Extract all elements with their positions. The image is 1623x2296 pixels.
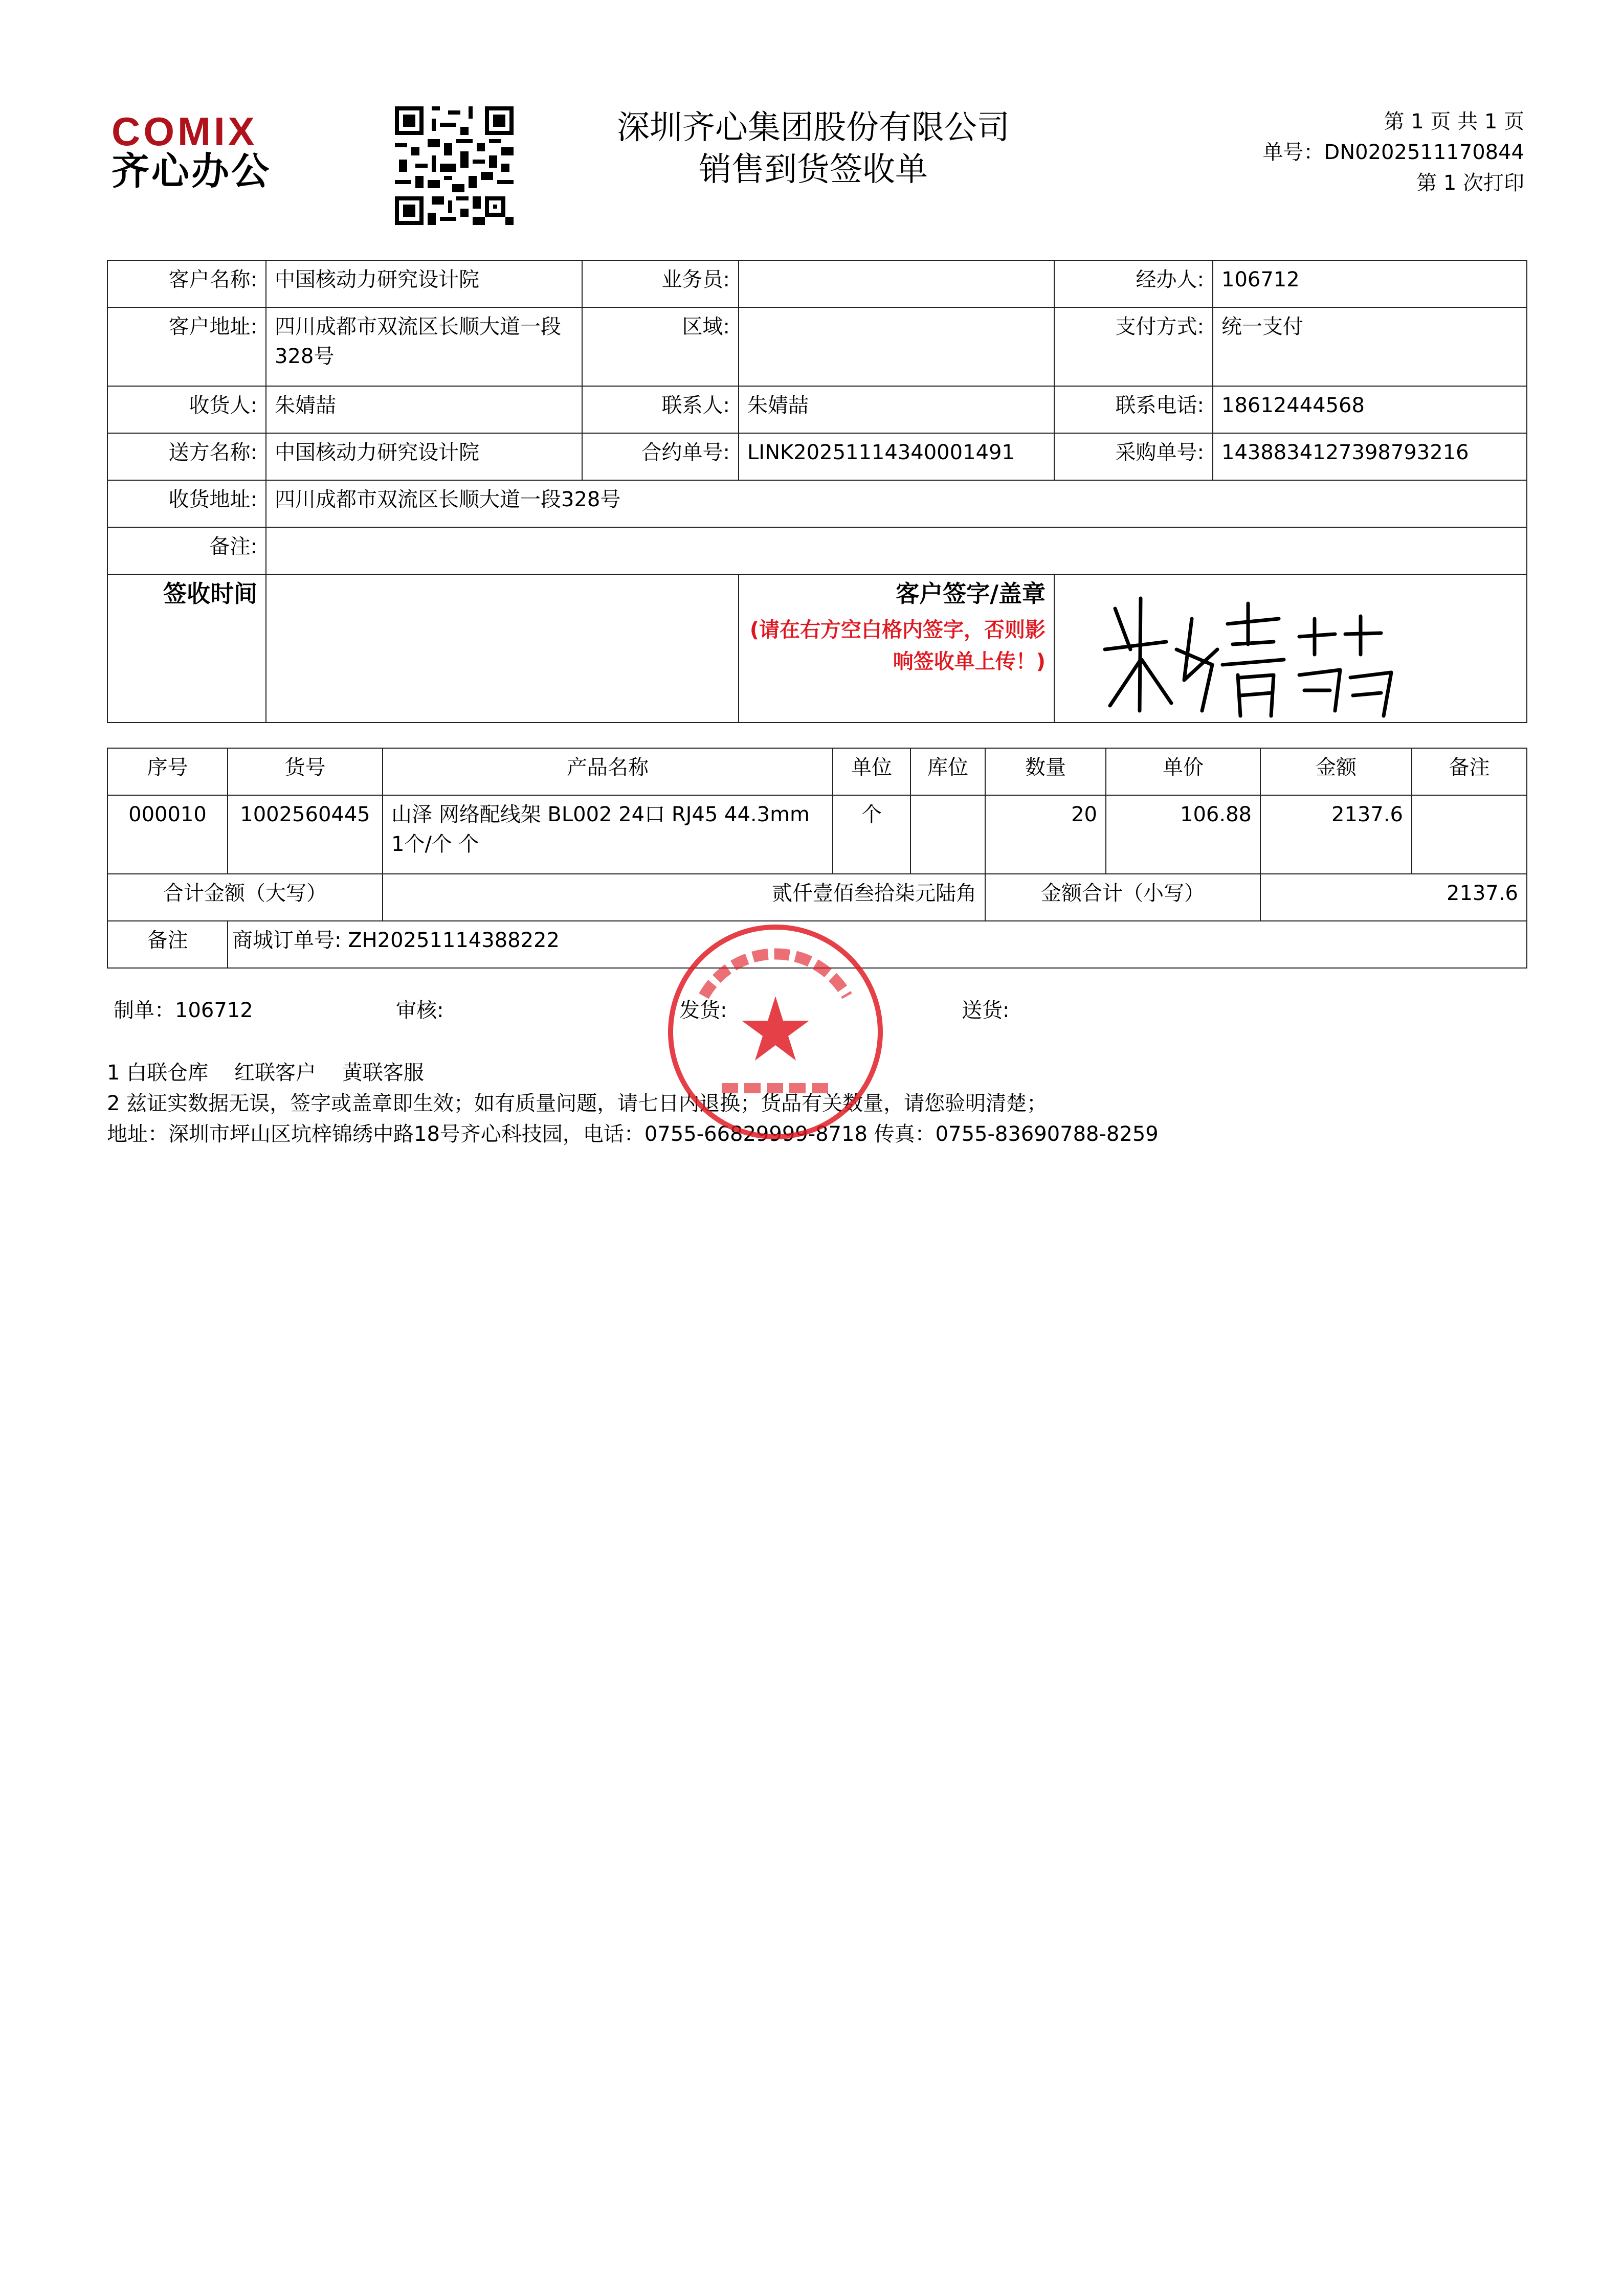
confirmation-note: 2 兹证实数据无误，签字或盖章即生效；如有质量问题，请七日内退换；货品有关数量，请您验明清楚； — [107, 1092, 1048, 1115]
ship-name-label: 送方名称: — [107, 433, 266, 480]
row-amount: 2137.6 — [1260, 795, 1412, 874]
col-header-location: 库位 — [910, 748, 985, 795]
print-count: 第 1 次打印 — [1416, 171, 1524, 195]
signature — [1095, 588, 1402, 726]
salesman — [739, 260, 1054, 307]
handler-label: 经办人: — [1054, 260, 1213, 307]
region-label: 区域: — [582, 307, 739, 386]
col-header-amount: 金额 — [1260, 748, 1412, 795]
col-header-quantity: 数量 — [985, 748, 1106, 795]
ship-label: 发货: — [679, 999, 727, 1022]
copies-note: 1 白联仓库 红联客户 黄联客服 — [107, 1061, 424, 1085]
contact: 朱婧喆 — [739, 386, 1054, 433]
row-location — [910, 795, 985, 874]
row-item-no: 1002560445 — [228, 795, 383, 874]
contract-number: LINK20251114340001491 — [739, 433, 1054, 480]
delivery-address: 四川成都市双流区长顺大道一段328号 — [266, 480, 1527, 527]
purchase-label: 采购单号: — [1054, 433, 1213, 480]
customer-address: 四川成都市双流区长顺大道一段328号 — [266, 307, 582, 386]
payment-method: 统一支付 — [1213, 307, 1527, 386]
document-number: 单号：DN0202511170844 — [1262, 141, 1524, 164]
remark-label: 备注: — [107, 527, 266, 574]
customer-name-label: 客户名称: — [107, 260, 266, 307]
customer-sign-label: 客户签字/盖章 — [896, 580, 1046, 607]
sign-time[interactable] — [266, 574, 739, 723]
phone: 18612444568 — [1213, 386, 1527, 433]
receiver-label: 收货人: — [107, 386, 266, 433]
region — [739, 307, 1054, 386]
salesman-label: 业务员: — [582, 260, 739, 307]
row-seq: 000010 — [107, 795, 228, 874]
total-num-label: 金额合计（小写） — [985, 874, 1260, 921]
review-label: 审核: — [396, 999, 444, 1022]
deliver-label: 送货: — [962, 999, 1010, 1022]
total-cn-label: 合计金额（大写） — [107, 874, 383, 921]
delivery-address-label: 收货地址: — [107, 480, 266, 527]
total-cn: 贰仟壹佰叁拾柒元陆角 — [383, 874, 985, 921]
customer-name: 中国核动力研究设计院 — [266, 260, 582, 307]
ship-name: 中国核动力研究设计院 — [266, 433, 582, 480]
col-header-unit-price: 单价 — [1106, 748, 1260, 795]
row-unit-price: 106.88 — [1106, 795, 1260, 874]
sign-time-label: 签收时间 — [107, 574, 266, 723]
col-header-remark: 备注 — [1412, 748, 1527, 795]
row-quantity: 20 — [985, 795, 1106, 874]
sign-instruction: (请在右方空白格内签字，否则影响签收单上传！) — [749, 618, 1046, 673]
company-name: 深圳齐心集团股份有限公司 — [617, 109, 1010, 147]
purchase-number: 1438834127398793216 — [1213, 433, 1527, 480]
row-remark — [1412, 795, 1527, 874]
customer-address-label: 客户地址: — [107, 307, 266, 386]
col-header-item-no: 货号 — [228, 748, 383, 795]
mall-order-number: 商城订单号: ZH20251114388222 — [228, 921, 1527, 968]
remark — [266, 527, 1527, 574]
qr-code — [395, 106, 514, 225]
receiver: 朱婧喆 — [266, 386, 582, 433]
col-header-unit: 单位 — [833, 748, 910, 795]
maker: 制单：106712 — [114, 999, 253, 1022]
col-header-seq: 序号 — [107, 748, 228, 795]
company-address: 地址：深圳市坪山区坑梓锦绣中路18号齐心科技园，电话：0755-66829999-8718 传真：0755-83690788-8259 — [107, 1122, 1159, 1146]
payment-label: 支付方式: — [1054, 307, 1213, 386]
contract-label: 合约单号: — [582, 433, 739, 480]
brand-chinese-name: 齐心办公 — [112, 149, 271, 193]
page-count: 第 1 页 共 1 页 — [1384, 110, 1524, 133]
col-header-product: 产品名称 — [383, 748, 833, 795]
phone-label: 联系电话: — [1054, 386, 1213, 433]
contact-label: 联系人: — [582, 386, 739, 433]
comix-logo: COMIX — [112, 109, 258, 154]
table-row — [107, 795, 1527, 874]
row-product: 山泽 网络配线架 BL002 24口 RJ45 44.3mm 1个/个 个 — [383, 795, 833, 874]
total-num: 2137.6 — [1260, 874, 1527, 921]
items-remark-label: 备注 — [107, 921, 228, 968]
handler: 106712 — [1213, 260, 1527, 307]
company-seal — [663, 919, 888, 1144]
document-title: 销售到货签收单 — [699, 151, 928, 189]
row-unit: 个 — [833, 795, 910, 874]
